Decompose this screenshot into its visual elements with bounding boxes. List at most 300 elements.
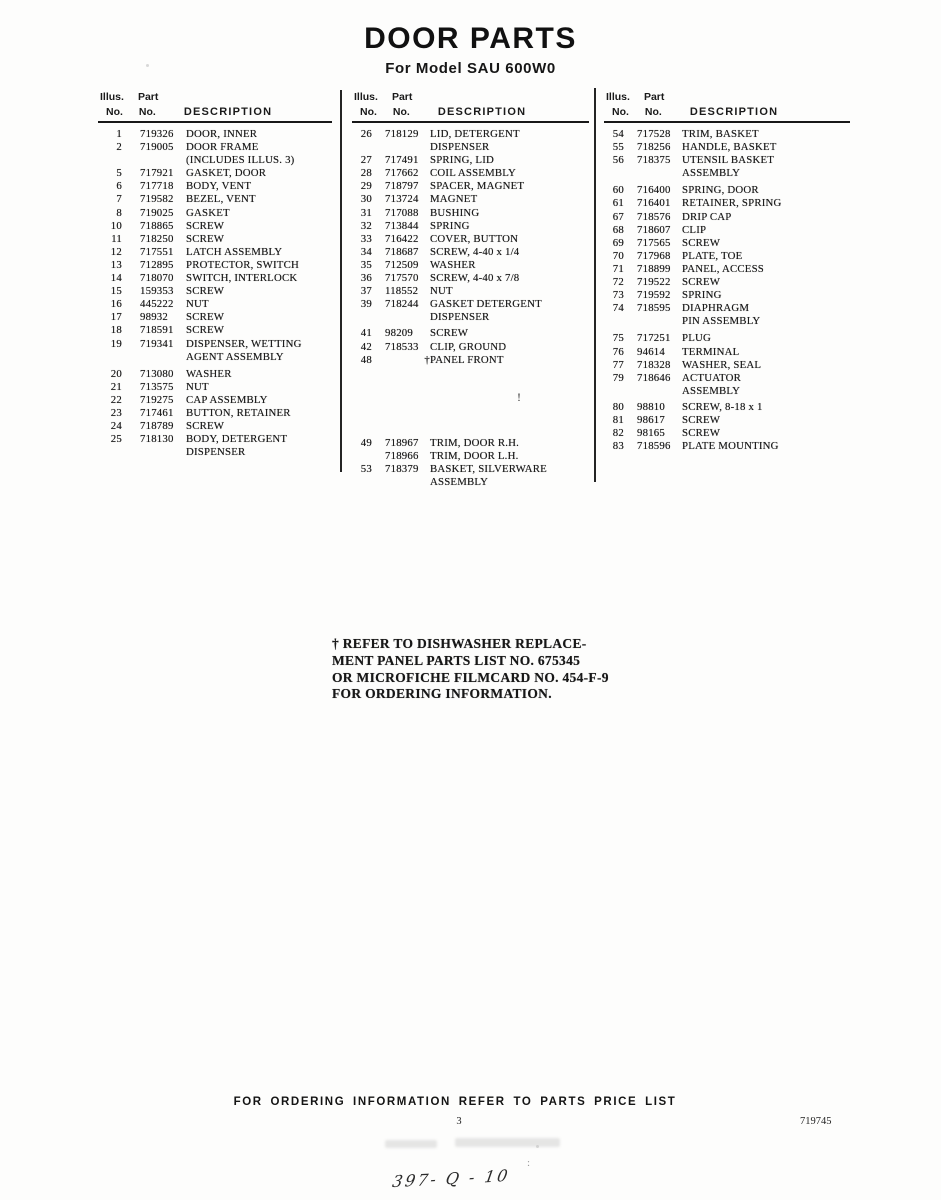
part-no-cell xyxy=(385,141,430,154)
part-no-cell: 718328 xyxy=(637,358,671,371)
column-divider xyxy=(340,90,342,472)
description-cell: PROTECTOR, SWITCH xyxy=(186,258,299,271)
description-cell: BUTTON, RETAINER xyxy=(186,406,291,419)
scan-artifact xyxy=(385,1140,437,1148)
part-no-cell: 717528 xyxy=(637,128,671,140)
part-no-cell: 718244 xyxy=(385,298,419,311)
description-cell: GASKET DETERGENT xyxy=(430,298,542,311)
table-row xyxy=(98,246,332,259)
table-row xyxy=(98,220,332,233)
description-cell: ASSEMBLY xyxy=(682,167,741,180)
part-no-cell: 717718 xyxy=(140,180,174,193)
description-cell: DOOR FRAME xyxy=(186,141,259,154)
table-row xyxy=(352,341,589,354)
description-cell: SCREW, 4-40 x 7/8 xyxy=(430,272,520,285)
table-row xyxy=(352,193,589,206)
description-cell: GASKET, DOOR xyxy=(186,167,267,180)
scan-artifact: : xyxy=(527,1157,531,1169)
description-cell: LATCH ASSEMBLY xyxy=(186,245,283,258)
table-row xyxy=(98,285,332,298)
table-row xyxy=(98,128,332,141)
table-row xyxy=(98,259,332,272)
illus-no-cell: 36 xyxy=(360,272,372,285)
description-cell: SPRING xyxy=(430,219,470,232)
part-no-cell: 718596 xyxy=(637,440,671,453)
description-cell: DISPENSER xyxy=(186,446,246,459)
table-row xyxy=(604,414,850,427)
description-cell: COIL ASSEMBLY xyxy=(430,167,517,180)
table-row xyxy=(604,250,850,263)
description-header-label: DESCRIPTION xyxy=(689,106,779,118)
table-row xyxy=(352,272,589,285)
dagger-footnote xyxy=(332,636,632,703)
description-cell: PLATE, TOE xyxy=(682,249,743,262)
table-row xyxy=(604,197,850,210)
illus-no-cell: 30 xyxy=(360,193,372,206)
description-cell: SCREW xyxy=(186,324,225,337)
part-no-cell: 718129 xyxy=(385,128,419,140)
rows-container xyxy=(604,123,850,453)
table-row xyxy=(352,437,589,450)
table-row xyxy=(604,154,850,167)
illus-no-cell: 76 xyxy=(612,345,624,358)
part-no-cell: 718250 xyxy=(140,232,174,245)
table-row xyxy=(98,420,332,433)
footnote-line: FOR ORDERING INFORMATION. xyxy=(332,686,552,702)
description-cell: PANEL, ACCESS xyxy=(682,262,765,275)
table-row xyxy=(98,446,332,459)
description-cell: DISPENSER, WETTING xyxy=(186,337,302,350)
stray-exclamation-mark: ! xyxy=(517,390,521,404)
description-cell: SCREW, 8-18 x 1 xyxy=(682,400,763,413)
part-no-cell: 718797 xyxy=(385,180,419,193)
part-no-cell: 98617 xyxy=(637,413,665,426)
part-no-cell xyxy=(140,446,186,459)
table-row xyxy=(352,311,589,324)
description-cell: LID, DETERGENT xyxy=(430,128,520,140)
table-row xyxy=(604,237,850,250)
illus-header-label: Illus. xyxy=(354,91,378,103)
description-header-label: DESCRIPTION xyxy=(183,106,273,118)
description-cell: SWITCH, INTERLOCK xyxy=(186,272,298,285)
no-header-label: No. xyxy=(106,106,123,118)
illus-no-cell: 22 xyxy=(110,393,122,406)
part-header-label: Part xyxy=(391,91,413,103)
part-no-cell: 717551 xyxy=(140,245,174,258)
part-no-cell: 717461 xyxy=(140,406,174,419)
part-no-cell: 118552 xyxy=(385,285,419,298)
column-header xyxy=(98,88,332,123)
description-cell: SCREW xyxy=(682,427,721,440)
illus-no-cell: 79 xyxy=(612,371,624,384)
part-no-cell: 98932 xyxy=(140,311,168,324)
part-no-cell: 716401 xyxy=(637,197,671,210)
part-no-cell: 718607 xyxy=(637,223,671,236)
description-cell: BEZEL, VENT xyxy=(186,193,256,206)
description-cell: SCREW xyxy=(186,285,225,298)
illus-no-cell: 53 xyxy=(360,462,372,475)
illus-no-cell xyxy=(604,385,624,398)
part-no-cell xyxy=(637,167,682,180)
description-cell: BODY, DETERGENT xyxy=(186,433,288,446)
part-no-cell: 98209 xyxy=(385,327,413,340)
scan-artifact xyxy=(455,1138,560,1147)
table-row xyxy=(352,180,589,193)
illus-no-cell: 75 xyxy=(612,332,624,345)
table-row xyxy=(98,311,332,324)
part-no-cell: 717570 xyxy=(385,272,419,285)
table-row xyxy=(352,154,589,167)
description-cell: NUT xyxy=(430,285,453,298)
no-header-label: No. xyxy=(392,106,410,118)
description-cell: NUT xyxy=(186,298,209,311)
table-row xyxy=(98,180,332,193)
description-cell: CAP ASSEMBLY xyxy=(186,393,268,406)
part-no-cell: 717088 xyxy=(385,206,419,219)
page-number: 3 xyxy=(456,1116,462,1127)
part-header-label: Part xyxy=(137,91,159,103)
illus-no-cell xyxy=(352,141,372,154)
table-row xyxy=(604,128,850,141)
table-row xyxy=(98,351,332,364)
part-no-cell: 718967 xyxy=(385,436,419,449)
description-cell: WASHER xyxy=(186,367,232,380)
part-no-cell: 718576 xyxy=(637,210,671,223)
table-row xyxy=(98,298,332,311)
illus-no-cell xyxy=(352,476,372,489)
illus-no-cell xyxy=(604,167,624,180)
illus-no-cell: 8 xyxy=(116,206,122,219)
illus-no-cell: 29 xyxy=(360,180,372,193)
scan-artifact xyxy=(536,1145,539,1148)
table-row xyxy=(604,332,850,345)
illus-no-cell: 23 xyxy=(110,406,122,419)
illus-no-cell: 67 xyxy=(612,210,624,223)
part-no-cell: 717565 xyxy=(637,236,671,249)
table-row xyxy=(352,354,589,367)
illus-no-cell: 71 xyxy=(612,262,624,275)
description-cell: DIAPHRAGM xyxy=(682,302,750,315)
description-cell: CLIP, GROUND xyxy=(430,340,507,353)
description-cell: SCREW xyxy=(430,327,469,340)
illus-no-cell: 70 xyxy=(612,249,624,262)
description-cell: GASKET xyxy=(186,206,230,219)
description-cell: BUSHING xyxy=(430,206,480,219)
table-row xyxy=(352,476,589,489)
illus-no-cell: 42 xyxy=(360,340,372,353)
part-no-cell: 718966 xyxy=(385,449,419,462)
part-no-cell: 718375 xyxy=(637,154,671,167)
description-cell: BODY, VENT xyxy=(186,180,252,193)
table-row xyxy=(352,233,589,246)
illus-no-cell: 13 xyxy=(110,258,122,271)
part-no-cell: 718533 xyxy=(385,340,419,353)
part-no-cell: 159353 xyxy=(140,285,174,298)
illus-no-cell: 60 xyxy=(612,184,624,197)
description-cell: TRIM, BASKET xyxy=(682,128,759,140)
table-row xyxy=(98,272,332,285)
illus-no-cell: 17 xyxy=(110,311,122,324)
scan-artifact xyxy=(146,64,149,67)
part-no-cell: 716422 xyxy=(385,232,419,245)
part-no-cell: 717251 xyxy=(637,332,671,345)
description-cell: ACTUATOR xyxy=(682,371,741,384)
part-no-cell: 716400 xyxy=(637,184,671,197)
illus-no-cell: 27 xyxy=(360,154,372,167)
table-row xyxy=(604,289,850,302)
illus-no-cell: 69 xyxy=(612,236,624,249)
description-cell: TRIM, DOOR R.H. xyxy=(430,436,520,449)
description-cell: CLIP xyxy=(682,223,707,236)
part-no-cell: 718256 xyxy=(637,141,671,154)
table-row xyxy=(604,315,850,328)
part-no-cell: 712509 xyxy=(385,258,419,271)
description-cell: HANDLE, BASKET xyxy=(682,141,777,154)
part-no-cell: 718591 xyxy=(140,324,174,337)
table-row xyxy=(98,233,332,246)
rows-container xyxy=(352,123,589,489)
illus-no-cell: 49 xyxy=(360,436,372,449)
table-row xyxy=(604,141,850,154)
description-cell: ASSEMBLY xyxy=(682,384,741,397)
part-no-cell xyxy=(140,351,186,364)
no-header-label: No. xyxy=(612,106,629,118)
illus-no-cell: 14 xyxy=(110,272,122,285)
illus-no-cell: 39 xyxy=(360,298,372,311)
table-row xyxy=(604,385,850,398)
illus-no-cell: 7 xyxy=(116,193,122,206)
illus-no-cell: 55 xyxy=(612,141,624,154)
illus-no-cell: 32 xyxy=(360,219,372,232)
description-cell: PLUG xyxy=(682,332,711,345)
column-header xyxy=(352,88,589,123)
table-row xyxy=(352,298,589,311)
part-no-cell: 719522 xyxy=(637,276,671,289)
part-no-cell: 718687 xyxy=(385,245,419,258)
parts-column-2 xyxy=(352,88,589,489)
part-no-cell xyxy=(385,311,430,324)
illus-no-cell: 10 xyxy=(110,219,122,232)
description-cell: SPRING xyxy=(682,289,722,302)
description-cell: SCREW xyxy=(186,219,225,232)
table-row xyxy=(98,407,332,420)
illus-no-cell: 11 xyxy=(111,232,122,245)
description-cell: SPACER, MAGNET xyxy=(430,180,525,193)
table-row xyxy=(604,276,850,289)
no-header-label: No. xyxy=(360,106,377,118)
description-cell: DRIP CAP xyxy=(682,210,732,223)
illus-no-cell: 6 xyxy=(116,180,122,193)
table-row xyxy=(98,338,332,351)
table-row xyxy=(352,259,589,272)
description-cell: TERMINAL xyxy=(682,345,740,358)
description-cell: DOOR, INNER xyxy=(186,128,258,140)
illus-no-cell: 19 xyxy=(110,337,122,350)
illus-no-cell: 81 xyxy=(612,413,624,426)
illus-no-cell: 33 xyxy=(360,232,372,245)
ordering-info-line: FOR ORDERING INFORMATION REFER TO PARTS PRICE LIST xyxy=(233,1096,677,1108)
part-no-cell: 713080 xyxy=(140,367,174,380)
part-no-cell: 98810 xyxy=(637,400,665,413)
part-no-cell: 718070 xyxy=(140,272,174,285)
description-cell: SCREW xyxy=(682,236,721,249)
description-cell: SCREW xyxy=(186,232,225,245)
part-no-cell: 718595 xyxy=(637,302,671,315)
description-cell: BASKET, SILVERWARE xyxy=(430,462,547,475)
illus-no-cell: 48 xyxy=(360,353,372,366)
table-row xyxy=(352,167,589,180)
description-cell: SCREW xyxy=(682,276,721,289)
illus-no-cell: 31 xyxy=(360,206,372,219)
page-title: DOOR PARTS xyxy=(364,22,577,55)
table-row xyxy=(352,128,589,141)
part-no-cell: 713575 xyxy=(140,380,174,393)
part-no-cell xyxy=(140,154,186,167)
illus-no-cell: 74 xyxy=(612,302,624,315)
table-row xyxy=(604,346,850,359)
description-cell: MAGNET xyxy=(430,193,478,206)
illus-no-cell: 61 xyxy=(612,197,624,210)
illus-no-cell: 73 xyxy=(612,289,624,302)
table-row xyxy=(604,440,850,453)
illus-no-cell: 68 xyxy=(612,223,624,236)
table-row xyxy=(352,141,589,154)
illus-no-cell: 20 xyxy=(110,367,122,380)
description-cell: SCREW xyxy=(682,413,721,426)
table-row xyxy=(352,463,589,476)
description-cell: SCREW xyxy=(186,420,225,433)
table-row xyxy=(352,246,589,259)
part-no-cell: 719275 xyxy=(140,393,174,406)
illus-no-cell: 25 xyxy=(110,433,122,446)
description-cell: PIN ASSEMBLY xyxy=(682,315,761,328)
description-cell: DISPENSER xyxy=(430,311,490,324)
table-row xyxy=(98,207,332,220)
table-row xyxy=(98,394,332,407)
table-row xyxy=(98,368,332,381)
illus-no-cell: 16 xyxy=(110,298,122,311)
part-no-cell: 717662 xyxy=(385,167,419,180)
table-row xyxy=(98,193,332,206)
illus-no-cell xyxy=(604,315,624,328)
illus-no-cell xyxy=(98,446,122,459)
table-row xyxy=(98,167,332,180)
illus-no-cell: 72 xyxy=(612,276,624,289)
table-row xyxy=(352,327,589,340)
illus-no-cell: 28 xyxy=(360,167,372,180)
part-no-cell: 94614 xyxy=(637,345,665,358)
column-divider xyxy=(594,88,596,482)
part-no-cell: 718130 xyxy=(140,433,174,446)
illus-no-cell: 21 xyxy=(110,380,122,393)
part-no-cell: 718379 xyxy=(385,462,419,475)
description-cell: TRIM, DOOR L.H. xyxy=(430,449,519,462)
illus-no-cell: 24 xyxy=(110,420,122,433)
part-no-cell: 445222 xyxy=(140,298,174,311)
part-no-cell: 719326 xyxy=(140,128,174,140)
part-no-cell xyxy=(385,476,430,489)
table-row xyxy=(98,141,332,154)
description-cell: PANEL FRONT xyxy=(430,353,504,366)
illus-no-cell: 77 xyxy=(612,358,624,371)
table-row xyxy=(352,285,589,298)
part-no-cell: 719025 xyxy=(140,206,174,219)
table-row xyxy=(604,184,850,197)
table-row xyxy=(604,372,850,385)
part-no-cell: 98165 xyxy=(637,427,665,440)
part-no-cell: 718789 xyxy=(140,420,174,433)
part-no-cell: 713844 xyxy=(385,219,419,232)
table-row xyxy=(604,401,850,414)
illus-no-cell xyxy=(352,450,372,463)
model-subtitle: For Model SAU 600W0 xyxy=(385,60,556,77)
description-cell: WASHER, SEAL xyxy=(682,358,762,371)
rows-container xyxy=(98,123,332,459)
no-header-label: No. xyxy=(138,106,156,118)
description-cell: AGENT ASSEMBLY xyxy=(186,350,284,363)
part-no-cell: 719005 xyxy=(140,141,174,154)
table-row xyxy=(604,211,850,224)
part-no-cell: 712895 xyxy=(140,258,174,271)
part-no-cell: † xyxy=(424,353,430,366)
illus-no-cell xyxy=(98,351,122,364)
illus-no-cell: 34 xyxy=(360,245,372,258)
table-row xyxy=(352,220,589,233)
table-row xyxy=(604,359,850,372)
description-cell: UTENSIL BASKET xyxy=(682,154,775,167)
handwritten-annotation: 397- Q - 10 xyxy=(390,1165,512,1192)
part-no-cell: 717491 xyxy=(385,154,419,167)
table-row xyxy=(604,224,850,237)
part-no-cell: 719582 xyxy=(140,193,174,206)
description-cell: SPRING, DOOR xyxy=(682,184,759,197)
illus-no-cell: 37 xyxy=(360,285,372,298)
document-number: 719745 xyxy=(800,1116,832,1127)
illus-no-cell: 56 xyxy=(612,154,624,167)
part-no-cell: 719592 xyxy=(637,289,671,302)
illus-no-cell xyxy=(98,154,122,167)
illus-no-cell: 54 xyxy=(612,128,624,140)
description-cell: (INCLUDES ILLUS. 3) xyxy=(186,154,295,167)
part-no-cell: 718899 xyxy=(637,262,671,275)
illus-no-cell: 26 xyxy=(360,128,372,140)
description-cell: WASHER xyxy=(430,258,476,271)
illus-no-cell: 83 xyxy=(612,440,624,453)
description-cell: DISPENSER xyxy=(430,141,490,154)
illus-header-label: Illus. xyxy=(100,91,124,103)
description-cell: SCREW xyxy=(186,311,225,324)
illus-no-cell xyxy=(352,311,372,324)
illus-no-cell: 82 xyxy=(612,427,624,440)
table-row xyxy=(352,207,589,220)
part-no-cell: 718865 xyxy=(140,219,174,232)
part-no-cell: 717968 xyxy=(637,249,671,262)
table-row xyxy=(604,167,850,180)
description-cell: RETAINER, SPRING xyxy=(682,197,782,210)
illus-no-cell: 1 xyxy=(116,128,122,140)
illus-no-cell: 12 xyxy=(110,245,122,258)
footnote-line: † REFER TO DISHWASHER REPLACE- xyxy=(332,636,587,651)
description-cell: SPRING, LID xyxy=(430,154,494,167)
description-cell: COVER, BUTTON xyxy=(430,232,519,245)
illus-no-cell: 35 xyxy=(360,258,372,271)
table-row xyxy=(352,450,589,463)
part-no-cell: 718646 xyxy=(637,371,671,384)
description-cell: SCREW, 4-40 x 1/4 xyxy=(430,245,520,258)
part-no-cell xyxy=(637,385,682,398)
description-header-label: DESCRIPTION xyxy=(437,106,527,118)
illus-no-cell: 18 xyxy=(110,324,122,337)
